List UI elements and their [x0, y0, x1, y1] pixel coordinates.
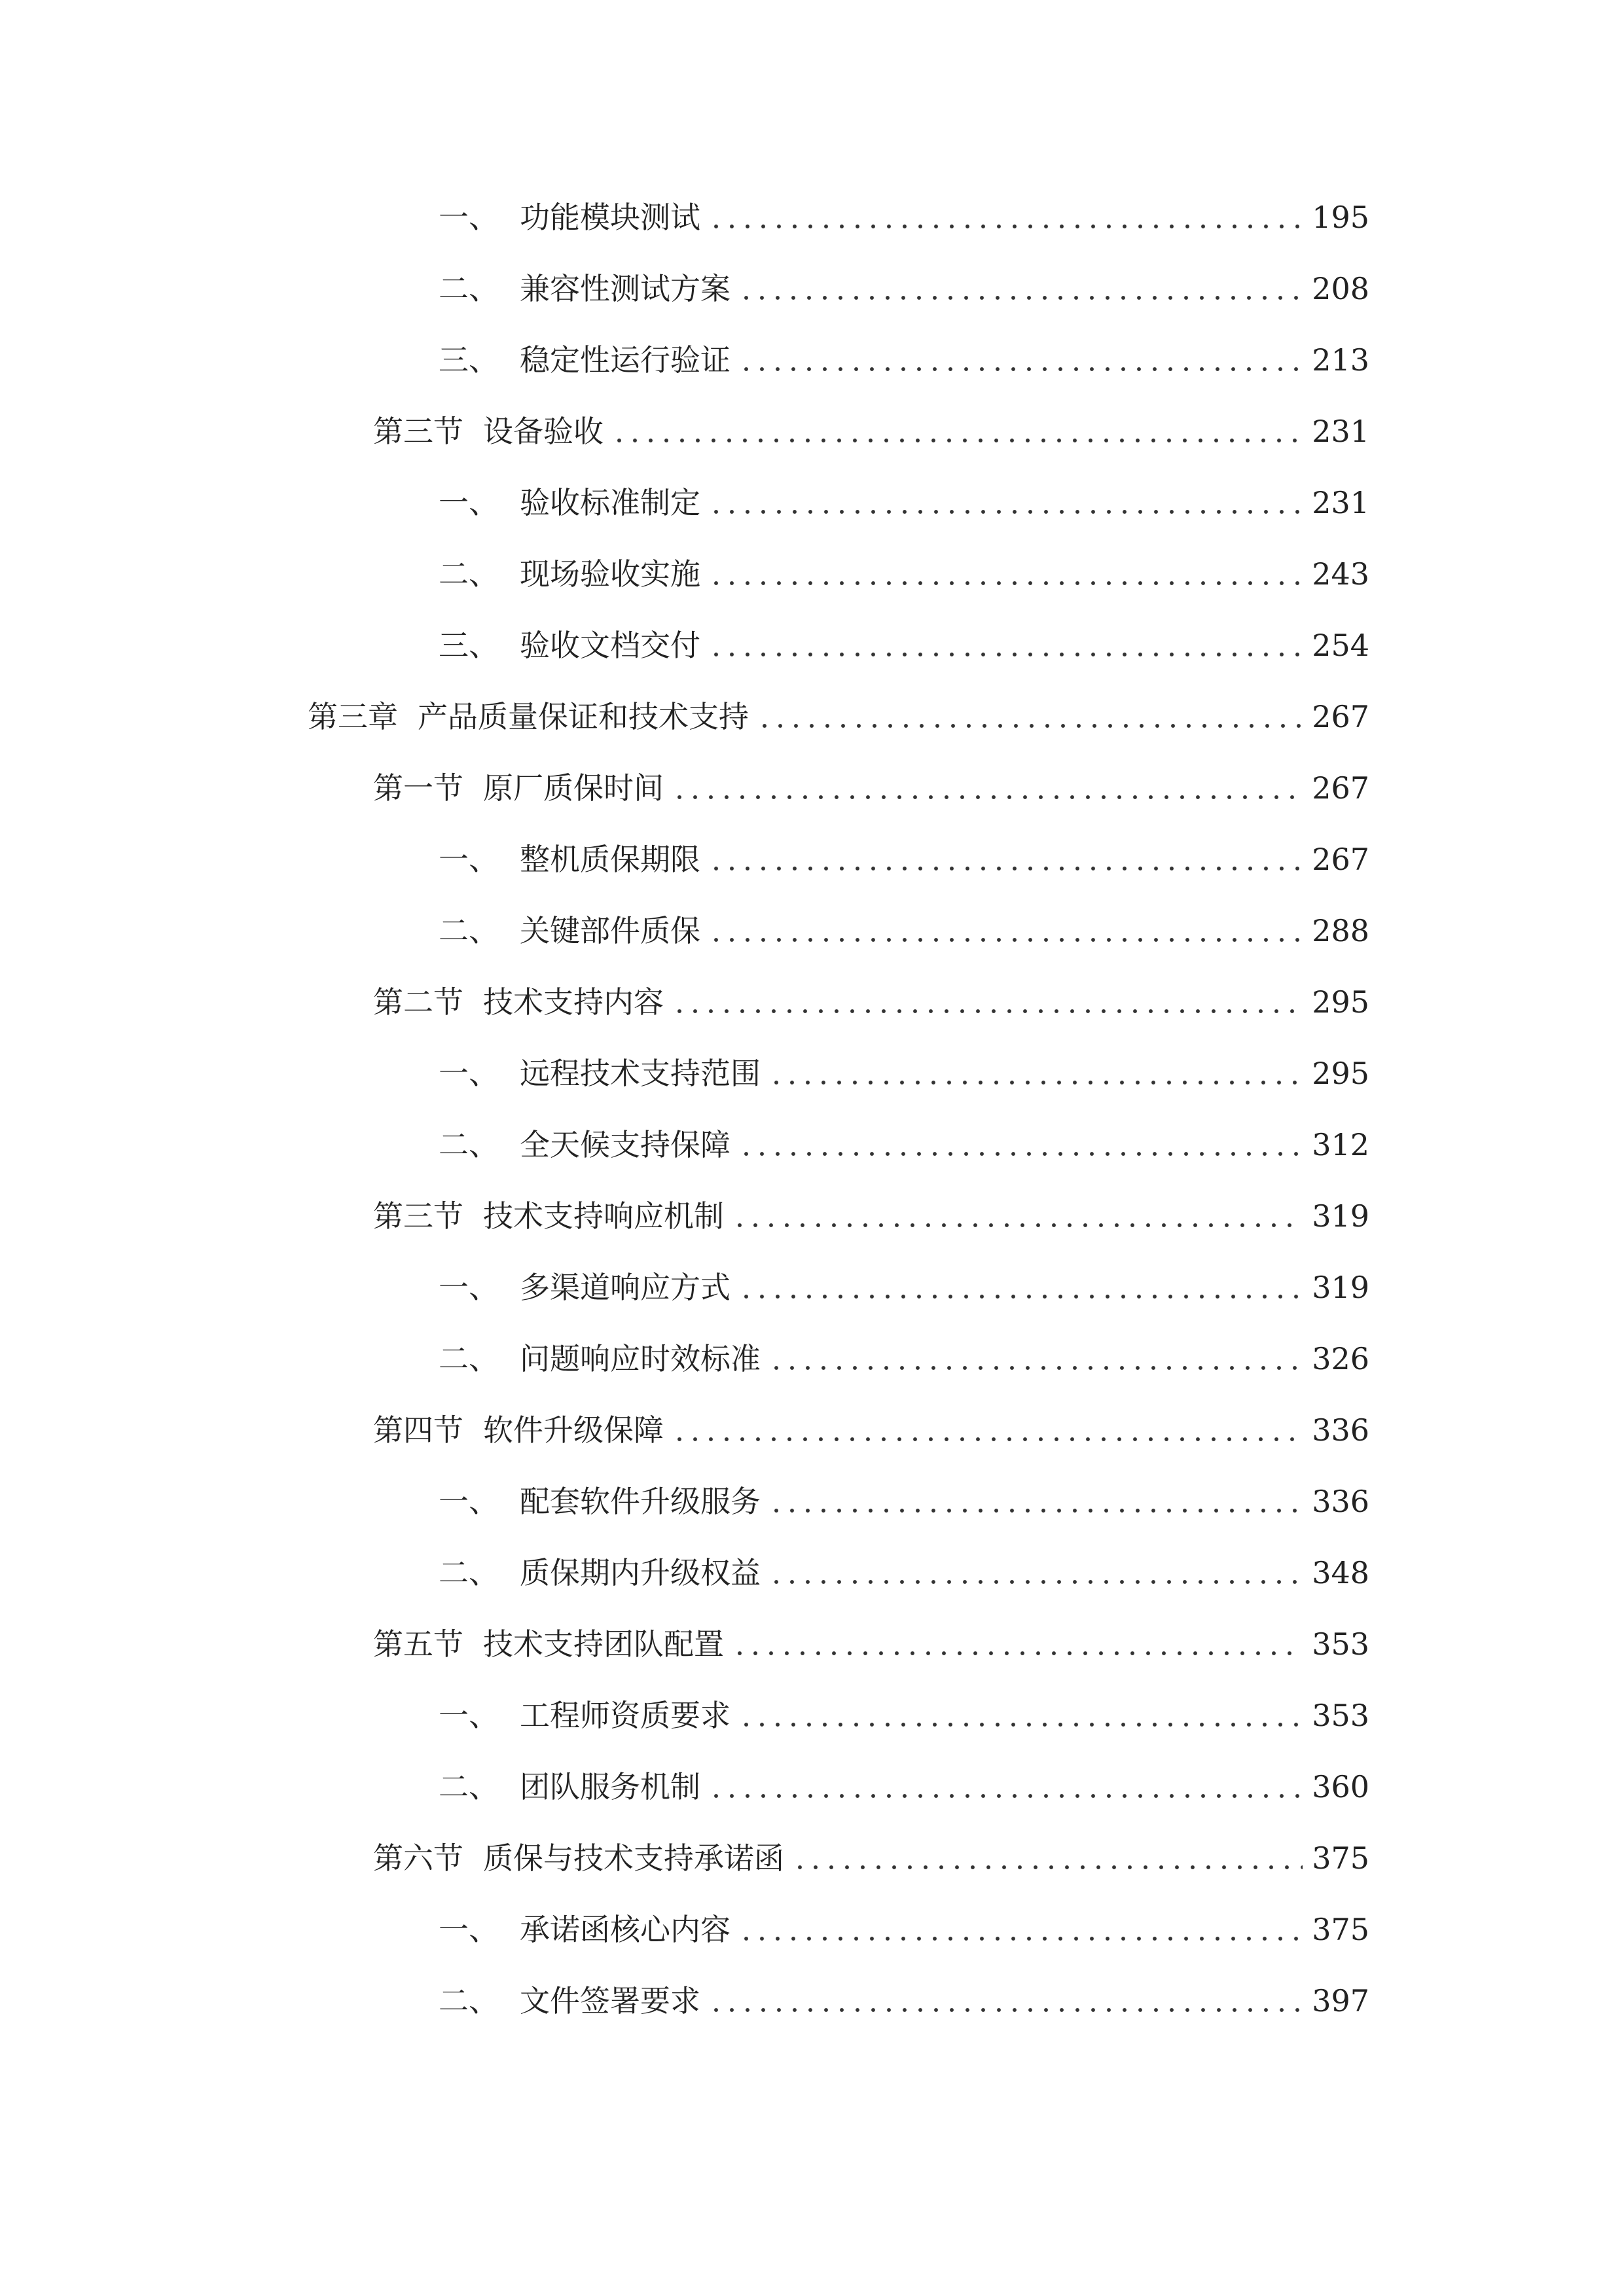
toc-entry-title: 设备验收 [483, 414, 604, 449]
toc-entry-title: 原厂质保时间 [483, 770, 664, 806]
toc-entry-number: 二、 [439, 1769, 499, 1804]
toc-entry-title: 验收文档交付 [520, 628, 700, 663]
toc-entry-number: 二、 [439, 1555, 499, 1590]
toc-entry[interactable] [439, 336, 1369, 384]
toc-entry-page: 231 [1312, 485, 1369, 520]
dot-leader [672, 1407, 1303, 1454]
toc-entry-number: 一、 [439, 1698, 499, 1733]
toc-entry-title: 关键部件质保 [520, 913, 700, 948]
toc-entry-page: 326 [1312, 1341, 1369, 1376]
toc-entry-title: 技术支持内容 [483, 984, 664, 1020]
toc-entry-page: 375 [1312, 1840, 1369, 1876]
dot-leader [738, 265, 1303, 312]
toc-entry-title: 稳定性运行验证 [520, 342, 731, 378]
toc-entry[interactable] [439, 1692, 1369, 1739]
toc-entry-number: 二、 [439, 271, 499, 306]
toc-entry[interactable] [439, 1335, 1369, 1382]
toc-entry-page: 295 [1312, 1056, 1369, 1091]
toc-entry-number: 第三节 [373, 414, 463, 449]
dot-leader [708, 194, 1303, 241]
dot-leader [611, 408, 1303, 455]
dot-leader [708, 479, 1303, 526]
toc-entry-number: 一、 [439, 1056, 499, 1091]
toc-entry-number: 一、 [439, 200, 499, 235]
toc-entry-page: 243 [1312, 556, 1369, 592]
toc-entry-page: 360 [1312, 1769, 1369, 1804]
toc-entry-title: 全天候支持保障 [520, 1127, 731, 1162]
toc-entry-number: 第二节 [373, 984, 463, 1020]
dot-leader [708, 622, 1303, 669]
toc-entry[interactable] [439, 622, 1369, 669]
toc-entry[interactable] [439, 265, 1369, 312]
dot-leader [708, 1977, 1303, 2024]
toc-entry-number: 一、 [439, 1484, 499, 1519]
toc-entry-number: 一、 [439, 1270, 499, 1305]
toc-entry[interactable] [373, 764, 1369, 812]
toc-entry-number: 二、 [439, 1127, 499, 1162]
toc-entry-page: 375 [1312, 1912, 1369, 1947]
toc-entry[interactable] [439, 479, 1369, 526]
toc-entry[interactable] [439, 1121, 1369, 1168]
toc-entry-title: 软件升级保障 [483, 1412, 664, 1448]
toc-entry-page: 319 [1312, 1198, 1369, 1234]
toc-entry-number: 第五节 [373, 1626, 463, 1662]
toc-entry-number: 一、 [439, 485, 499, 520]
toc-entry-number: 第三节 [373, 1198, 463, 1234]
toc-entry-number: 第六节 [373, 1840, 463, 1876]
toc-entry-number: 一、 [439, 842, 499, 877]
toc-entry-title: 工程师资质要求 [520, 1698, 731, 1733]
toc-entry-title: 技术支持团队配置 [483, 1626, 724, 1662]
dot-leader [672, 764, 1303, 812]
toc-entry-number: 第四节 [373, 1412, 463, 1448]
toc-entry[interactable] [439, 1763, 1369, 1810]
toc-entry-title: 多渠道响应方式 [520, 1270, 731, 1305]
dot-leader [708, 1763, 1303, 1810]
dot-leader [708, 550, 1303, 598]
toc-entry-page: 254 [1312, 628, 1369, 663]
toc-entry-title: 兼容性测试方案 [520, 271, 731, 306]
dot-leader [732, 1621, 1303, 1668]
toc-entry-number: 三、 [439, 628, 499, 663]
toc-entry[interactable] [373, 1835, 1369, 1882]
toc-entry-page: 213 [1312, 342, 1369, 378]
toc-entry[interactable] [373, 978, 1369, 1026]
toc-entry-number: 一、 [439, 1912, 499, 1947]
toc-entry[interactable] [439, 836, 1369, 883]
toc-entry-title: 问题响应时效标准 [520, 1341, 761, 1376]
toc-entry-number: 二、 [439, 1983, 499, 2018]
toc-entry-title: 现场验收实施 [520, 556, 700, 592]
dot-leader [732, 1193, 1303, 1240]
dot-leader [708, 907, 1303, 954]
toc-entry-page: 288 [1312, 913, 1369, 948]
dot-leader [792, 1835, 1303, 1882]
dot-leader [738, 336, 1303, 384]
toc-entry[interactable] [373, 1621, 1369, 1668]
toc-entry-number: 二、 [439, 913, 499, 948]
toc-entry-title: 承诺函核心内容 [520, 1912, 731, 1947]
toc-entry[interactable] [439, 907, 1369, 954]
toc-entry-page: 319 [1312, 1270, 1369, 1305]
toc-entry-page: 195 [1312, 200, 1369, 235]
toc-entry[interactable] [439, 1264, 1369, 1311]
toc-entry[interactable] [373, 1193, 1369, 1240]
toc-entry-page: 208 [1312, 271, 1369, 306]
dot-leader [768, 1335, 1303, 1382]
toc-entry-page: 231 [1312, 414, 1369, 449]
dot-leader [672, 978, 1303, 1026]
toc-entry[interactable] [439, 550, 1369, 598]
toc-entry-page: 295 [1312, 984, 1369, 1020]
toc-entry-number: 二、 [439, 556, 499, 592]
dot-leader [768, 1478, 1303, 1525]
dot-leader [768, 1549, 1303, 1596]
toc-entry-number: 三、 [439, 342, 499, 378]
toc-entry-title: 团队服务机制 [520, 1769, 700, 1804]
toc-entry-page: 353 [1312, 1626, 1369, 1662]
toc-entry-page: 353 [1312, 1698, 1369, 1733]
toc-entry[interactable] [308, 693, 1369, 740]
toc-entry-page: 267 [1312, 770, 1369, 806]
toc-entry-title: 产品质量保证和技术支持 [418, 699, 749, 734]
toc-entry-title: 质保期内升级权益 [520, 1555, 761, 1590]
dot-leader [738, 1121, 1303, 1168]
toc-entry-page: 397 [1312, 1983, 1369, 2018]
toc-entry-title: 文件签署要求 [520, 1983, 700, 2018]
toc-entry-page: 312 [1312, 1127, 1369, 1162]
toc-entry-title: 配套软件升级服务 [520, 1484, 761, 1519]
dot-leader [738, 1906, 1303, 1953]
dot-leader [757, 693, 1303, 740]
toc-entry-title: 远程技术支持范围 [520, 1056, 761, 1091]
dot-leader [738, 1692, 1303, 1739]
toc-entry[interactable] [439, 1906, 1369, 1953]
toc-entry[interactable] [373, 408, 1369, 455]
dot-leader [708, 836, 1303, 883]
toc-entry-title: 质保与技术支持承诺函 [483, 1840, 784, 1876]
toc-entry[interactable] [439, 1549, 1369, 1596]
toc-entry[interactable] [373, 1407, 1369, 1454]
toc-entry[interactable] [439, 1977, 1369, 2024]
toc-entry[interactable] [439, 1478, 1369, 1525]
toc-entry-page: 336 [1312, 1484, 1369, 1519]
toc-entry-title: 验收标准制定 [520, 485, 700, 520]
toc-entry-page: 348 [1312, 1555, 1369, 1590]
toc-entry-page: 267 [1312, 842, 1369, 877]
toc-entry[interactable] [439, 1050, 1369, 1097]
toc-entry-title: 整机质保期限 [520, 842, 700, 877]
toc-entry-title: 功能模块测试 [520, 200, 700, 235]
dot-leader [738, 1264, 1303, 1311]
toc-entry-number: 二、 [439, 1341, 499, 1376]
toc-entry[interactable] [439, 194, 1369, 241]
toc-entry-number: 第一节 [373, 770, 463, 806]
dot-leader [768, 1050, 1303, 1097]
toc-entry-page: 336 [1312, 1412, 1369, 1448]
toc-entry-number: 第三章 [308, 699, 398, 734]
toc-entry-title: 技术支持响应机制 [483, 1198, 724, 1234]
toc-entry-page: 267 [1312, 699, 1369, 734]
